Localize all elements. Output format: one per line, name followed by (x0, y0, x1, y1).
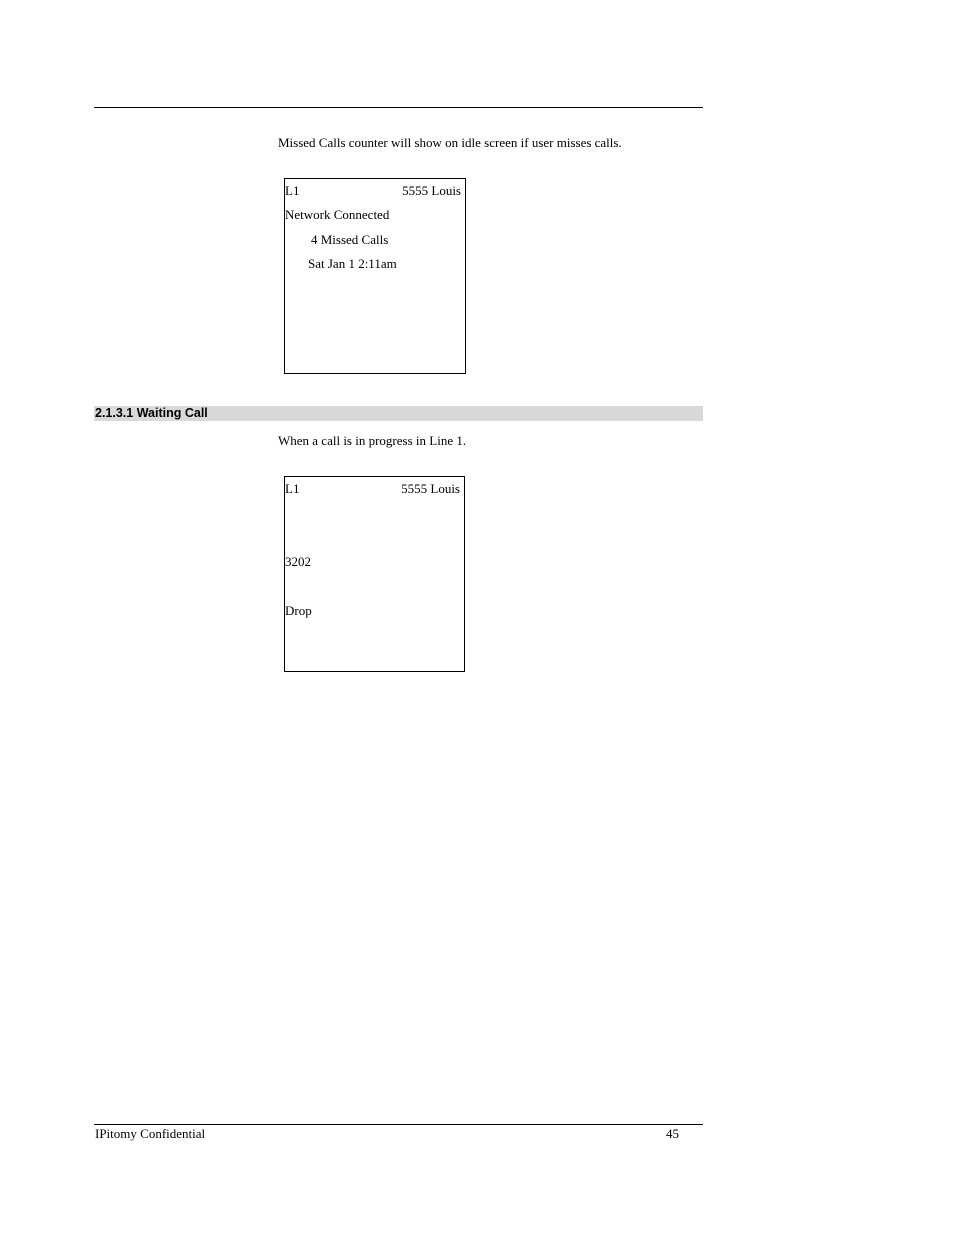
caller-id: 5555 Louis (402, 183, 461, 198)
line-label: L1 (285, 183, 300, 198)
line-label: L1 (285, 481, 300, 496)
call-screen-display (284, 476, 465, 672)
call-number: 3202 (285, 554, 311, 569)
drop-softkey: Drop (285, 603, 312, 618)
caller-id: 5555 Louis (401, 481, 460, 496)
section-paragraph: When a call is in progress in Line 1. (278, 433, 467, 448)
date-time: Sat Jan 1 2:11am (308, 256, 397, 271)
section-heading: 2.1.3.1 Waiting Call (95, 406, 208, 420)
idle-screen-display (284, 178, 466, 374)
footer-confidential: IPitomy Confidential (95, 1126, 206, 1141)
missed-calls-counter: 4 Missed Calls (311, 232, 389, 247)
intro-paragraph: Missed Calls counter will show on idle screen if user misses calls. (278, 135, 622, 150)
footer-rule (94, 1124, 703, 1125)
network-status: Network Connected (285, 207, 390, 222)
page-number: 45 (666, 1126, 679, 1141)
header-rule (94, 107, 703, 108)
section-heading-bar (94, 406, 703, 421)
